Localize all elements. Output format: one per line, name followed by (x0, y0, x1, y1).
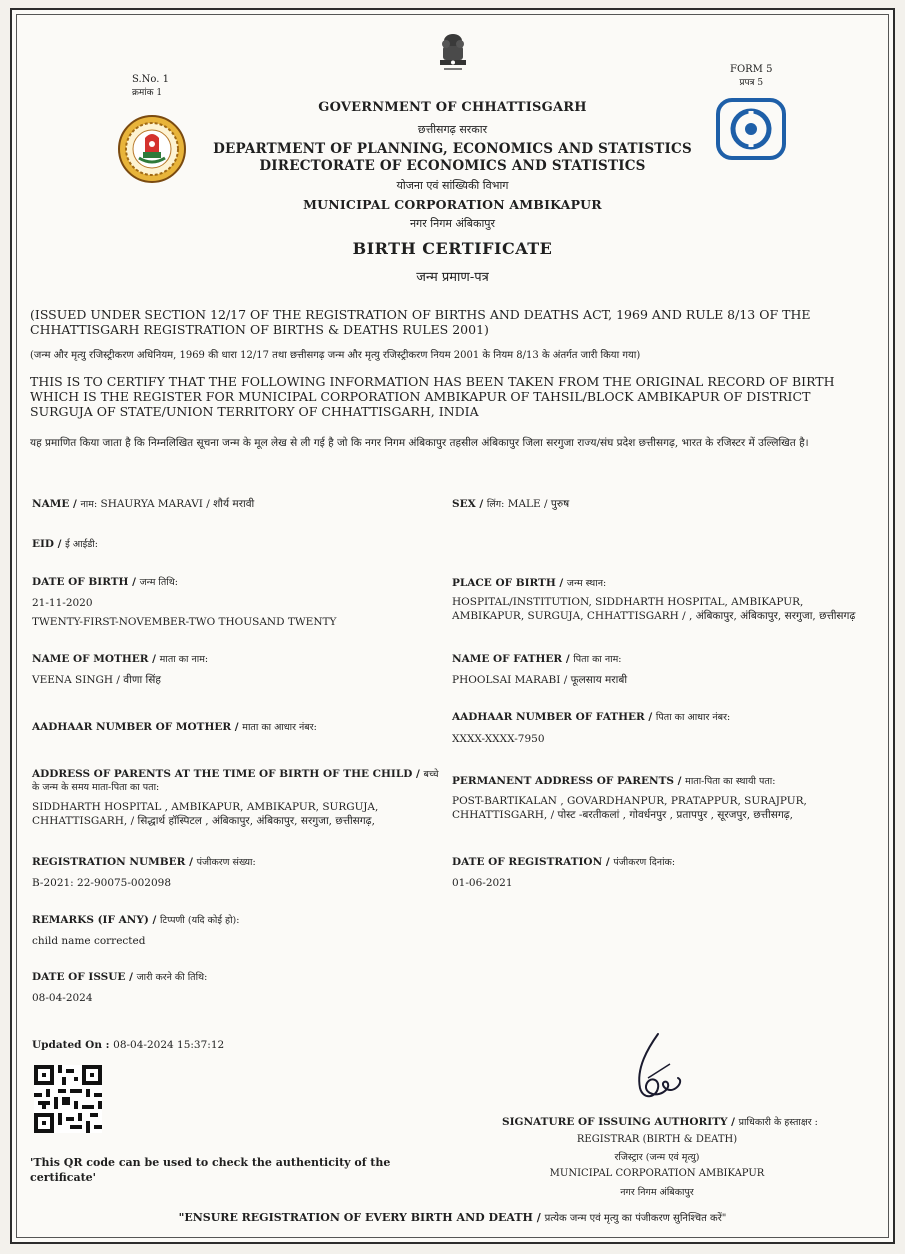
aadhaar-mother-label: AADHAAR NUMBER OF MOTHER / माता का आधार नंबर: (32, 721, 317, 733)
address-at-birth-field (32, 768, 442, 828)
serial-number: S.No. 1 क्रमांक 1 (132, 74, 169, 98)
issued-under-text: (ISSUED UNDER SECTION 12/17 OF THE REGISTRATION OF BIRTHS AND DEATHS ACT, 1969 AND RULE 8/13 OF THE CHHATTISGARH REGISTRATION OF BIRTHS & DEATHS RULES 2001) (30, 307, 811, 337)
permanent-address-line1: POST-BARTIKALAN , GOVARDHANPUR, PRATAPPUR, SURAJPUR, (452, 795, 807, 807)
sex-value: MALE / पुरुष (507, 498, 570, 510)
registration-number-field (32, 855, 256, 890)
registration-date-label: DATE OF REGISTRATION / पंजीकरण दिनांक: (452, 856, 676, 868)
registration-number-value: B-2021: 22-90075-002098 (32, 877, 171, 889)
permanent-address-line2: CHHATTISGARH, / पोस्ट -बरतीकलां , गोवर्धनपुर , प्रतापपुर , सूरजपुर, छत्तीसगढ़, (452, 809, 793, 821)
issued-under-text-hindi: (जन्म और मृत्यु रजिस्ट्रीकरण अधिनियम, 1969 की धारा 12/17 तथा छत्तीसगढ़ जन्म और मृत्यु रजिस्ट्रीकरण नियम 2001 के नियम 8/13 के अंतर्गत जारी किया गया) (30, 350, 641, 361)
govt-title-hindi: छत्तीसगढ़ सरकार (417, 123, 488, 136)
name-label: NAME / नाम: (32, 498, 98, 510)
eid-label: EID / ई आईडी: (32, 538, 98, 550)
name-field (32, 497, 254, 512)
father-value: PHOOLSAI MARABI / फूलसाय मराबी (452, 674, 628, 686)
pob-line2: AMBIKAPUR, SURGUJA, CHHATTISGARH / , अंबिकापुर, अंबिकापुर, सरगुजा, छत्तीसगढ़ (452, 610, 856, 622)
address-at-birth-line2: CHHATTISGARH, / सिद्धार्थ हॉस्पिटल , अंबिकापुर, अंबिकापुर, सरगुजा, छत्तीसगढ़, (32, 815, 375, 827)
issuing-corporation: MUNICIPAL CORPORATION AMBIKAPUR (549, 1168, 765, 1179)
corporation-title-hindi: नगर निगम अंबिकापुर (409, 217, 496, 230)
sex-field (452, 497, 569, 512)
signature-label: SIGNATURE OF ISSUING AUTHORITY / प्राधिकारी के हस्ताक्षर : (502, 1116, 818, 1128)
updated-on-label: Updated On : (32, 1039, 114, 1051)
certify-text-hindi: यह प्रमाणित किया जाता है कि निम्नलिखित सूचना जन्म के मूल लेख से ली गई है जो कि नगर निगम अंबिकापुर तहसील अंबिकापुर जिला सरगुजा राज्य/संघ प्रदेश छत्तीसगढ़, भारत के रजिस्टर में उल्लिखित है। (30, 437, 809, 449)
mother-field (32, 652, 208, 687)
corporation-title: MUNICIPAL CORPORATION AMBIKAPUR (303, 197, 602, 212)
permanent-address-label: PERMANENT ADDRESS OF PARENTS / माता-पिता का स्थायी पता: (452, 775, 776, 787)
govt-title: GOVERNMENT OF CHHATTISGARH (318, 100, 587, 115)
date-of-issue-field (32, 970, 207, 1005)
department-title-hindi: योजना एवं सांख्यिकी विभाग (396, 179, 509, 192)
certify-text: THIS IS TO CERTIFY THAT THE FOLLOWING INFORMATION HAS BEEN TAKEN FROM THE ORIGINAL RECORD OF BIRTH WHICH IS THE REGISTER FOR MUNICIPAL CORPORATION AMBIKAPUR OF TAHSIL/BLOCK AMBIKAPUR OF DISTRICT SURGUJA OF STATE/UNION TERRITORY OF CHHATTISGARH, INDIA (30, 374, 835, 419)
dob-words: TWENTY-FIRST-NOVEMBER-TWO THOUSAND TWENTY (32, 616, 337, 628)
registration-number-label: REGISTRATION NUMBER / पंजीकरण संख्या: (32, 856, 256, 868)
remarks-value: child name corrected (32, 935, 146, 947)
registration-date-value: 01-06-2021 (452, 877, 513, 889)
qr-code-icon[interactable] (34, 1065, 102, 1133)
slogan: "ENSURE REGISTRATION OF EVERY BIRTH AND DEATH / प्रत्येक जन्म एवं मृत्यु का पंजीकरण सुनिश्चित करें" (178, 1211, 727, 1224)
eid-field (32, 537, 98, 552)
mother-label: NAME OF MOTHER / माता का नाम: (32, 653, 209, 665)
date-of-issue-value: 08-04-2024 (32, 992, 93, 1004)
certificate-title-hindi: जन्म प्रमाण-पत्र (416, 270, 489, 285)
registrar-title: REGISTRAR (BIRTH & DEATH) (576, 1134, 738, 1145)
remarks-label: REMARKS (IF ANY) / टिप्पणी (यदि कोई हो): (32, 914, 240, 926)
qr-note: 'This QR code can be used to check the authenticity of the certificate' (30, 1156, 391, 1184)
form-number: FORM 5 प्रपत्र 5 (730, 64, 773, 88)
remarks-field (32, 913, 239, 948)
dob-field (32, 575, 336, 629)
national-emblem-icon (435, 32, 471, 78)
sex-label: SEX / लिंग: (452, 498, 505, 510)
signature-icon (618, 1028, 688, 1108)
father-field (452, 652, 627, 687)
aadhaar-father-value: XXXX-XXXX-7950 (452, 733, 545, 745)
updated-on (32, 1038, 224, 1052)
date-of-issue-label: DATE OF ISSUE / जारी करने की तिथि: (32, 971, 208, 983)
mother-value: VEENA SINGH / वीणा सिंह (32, 674, 161, 686)
father-label: NAME OF FATHER / पिता का नाम: (452, 653, 622, 665)
registrar-title-hindi: रजिस्ट्रार (जन्म एवं मृत्यु) (614, 1152, 700, 1163)
address-at-birth-label: ADDRESS OF PARENTS AT THE TIME OF BIRTH OF THE CHILD / बच्चे के जन्म के समय माता-पिता का पता: (32, 768, 439, 793)
issuing-corporation-hindi: नगर निगम अंबिकापुर (620, 1187, 694, 1198)
certificate-title: BIRTH CERTIFICATE (352, 239, 553, 258)
permanent-address-field (452, 774, 807, 822)
dob-value: 21-11-2020 (32, 597, 93, 609)
pob-line1: HOSPITAL/INSTITUTION, SIDDHARTH HOSPITAL, AMBIKAPUR, (452, 596, 804, 608)
dob-label: DATE OF BIRTH / जन्म तिथि: (32, 576, 179, 588)
aadhaar-father-field (452, 710, 730, 746)
updated-on-value: 08-04-2024 15:37:12 (113, 1039, 225, 1051)
department-title: DEPARTMENT OF PLANNING, ECONOMICS AND STATISTICS (213, 141, 692, 157)
name-value: SHAURYA MARAVI / शौर्य मरावी (100, 498, 255, 510)
aadhaar-father-label: AADHAAR NUMBER OF FATHER / पिता का आधार नंबर: (452, 711, 731, 723)
pob-field (452, 576, 855, 623)
aadhaar-mother-field (32, 720, 317, 735)
address-at-birth-line1: SIDDHARTH HOSPITAL , AMBIKAPUR, AMBIKAPUR, SURGUJA, (32, 801, 379, 813)
directorate-title: DIRECTORATE OF ECONOMICS AND STATISTICS (259, 158, 646, 174)
registration-date-field (452, 855, 675, 890)
pob-label: PLACE OF BIRTH / जन्म स्थान: (452, 577, 607, 589)
certificate-page (10, 8, 895, 1244)
